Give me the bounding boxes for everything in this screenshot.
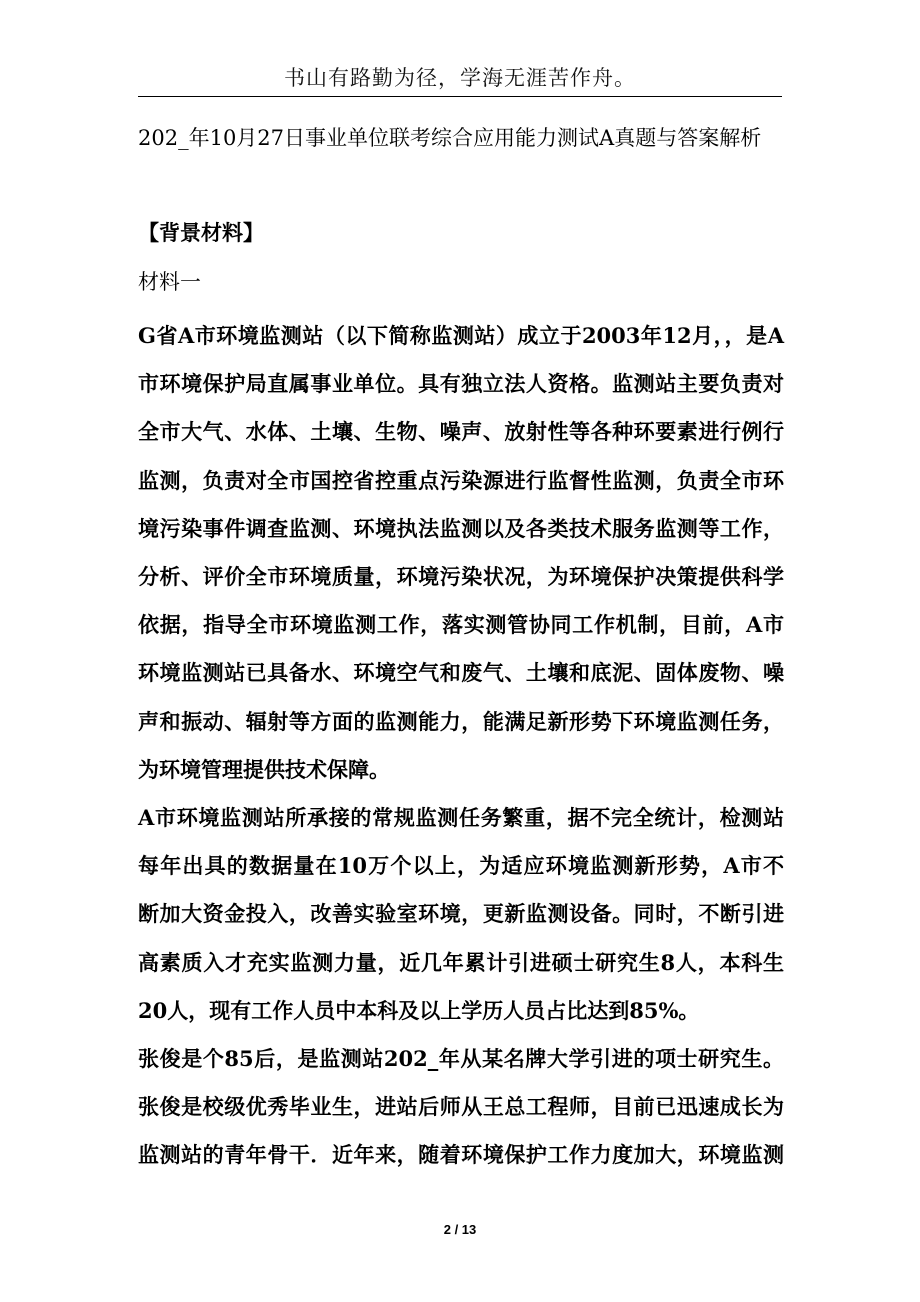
paragraph bbox=[138, 1035, 784, 1180]
header-divider bbox=[138, 96, 782, 97]
paragraph bbox=[138, 794, 784, 1035]
text-line: 高素质入才充实监测力量，近几年累计引进硕士研究生8人，本科生 bbox=[138, 949, 784, 975]
text-line: 张俊是个85后，是监测站202_年从某名牌大学引进的项士研究生。 bbox=[138, 1046, 784, 1072]
text-line: 境污染事件调查监测、环境执法监测以及各类技术服务监测等工作， bbox=[138, 515, 784, 541]
header-motto: 书山有路勤为径，学海无涯苦作舟。 bbox=[284, 66, 636, 90]
text-line: 断加大资金投入，改善实验室环境，更新监测设备。同时，不断引进 bbox=[138, 901, 784, 927]
section-heading: 【背景材料】 bbox=[138, 220, 264, 245]
document-body bbox=[138, 312, 784, 1180]
page-number: 2 / 13 bbox=[443, 1222, 477, 1237]
text-line: G省A市环境监测站（以下简称监测站）成立于2003年12月，，是A bbox=[138, 323, 784, 348]
text-line: 声和振动、辐射等方面的监测能力，能满足新形势下环境监测任务， bbox=[138, 708, 784, 734]
paragraph bbox=[138, 312, 784, 794]
text-line: 依据，指导全市环境监测工作，落实测管协同工作机制，目前，A市 bbox=[138, 612, 784, 638]
text-line: 环境监测站已具备水、环境空气和废气、土壤和底泥、固体废物、噪 bbox=[138, 660, 784, 686]
text-line: 每年出具的数据量在10万个以上，为适应环境监测新形势，A市不 bbox=[138, 853, 784, 879]
text-line: A市环境监测站所承接的常规监测任务繁重，据不完全统计，检测站 bbox=[138, 805, 784, 831]
text-line: 监测，负责对全市国控省控重点污染源进行监督性监测，负责全市环 bbox=[138, 467, 784, 493]
text-line: 20人，现有工作人员中本科及以上学历人员占比达到85%。 bbox=[138, 997, 700, 1023]
text-line: 为环境管理提供技术保障。 bbox=[138, 756, 390, 782]
document-title: 202_年10月27日事业单位联考综合应用能力测试A真题与答案解析 bbox=[138, 126, 762, 150]
text-line: 市环境保护局直属事业单位。具有独立法人资格。监测站主要负责对 bbox=[138, 371, 784, 397]
material-label: 材料一 bbox=[138, 270, 201, 294]
text-line: 张俊是校级优秀毕业生，进站后师从王总工程师，目前已迅速成长为 bbox=[138, 1094, 784, 1120]
text-line: 监测站的青年骨干．近年来，随着环境保护工作力度加大，环境监测 bbox=[138, 1142, 784, 1168]
text-line: 全市大气、水体、土壤、生物、噪声、放射性等各种环要素进行例行 bbox=[138, 419, 784, 445]
text-line: 分析、评价全市环境质量，环境污染状况，为环境保护决策提供科学 bbox=[138, 564, 784, 590]
